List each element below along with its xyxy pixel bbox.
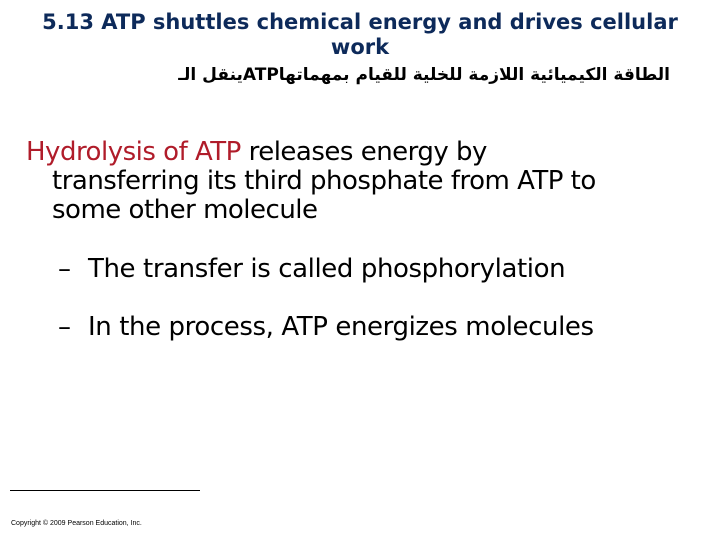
sub-bullet-text: In the process, ATP energizes molecules bbox=[88, 312, 594, 342]
sub-bullet bbox=[58, 312, 708, 342]
slide-title-line-1: 5.13 ATP shuttles chemical energy and drives cellular bbox=[42, 10, 678, 34]
main-bullet-text-line-1: releases energy by bbox=[240, 137, 487, 167]
main-bullet-text-line-3: some other molecule bbox=[52, 195, 318, 225]
slide-title bbox=[0, 10, 720, 60]
copyright-notice: Copyright © 2009 Pearson Education, Inc. bbox=[11, 520, 142, 527]
sub-bullet-dash: – bbox=[58, 254, 71, 284]
main-bullet bbox=[26, 138, 706, 225]
main-bullet-text-line-2: transferring its third phosphate from ATP to bbox=[52, 166, 596, 196]
main-bullet-highlight: Hydrolysis of ATP bbox=[26, 137, 241, 167]
slide-title-line-2: work bbox=[330, 35, 390, 59]
sub-bullet-dash: – bbox=[58, 312, 71, 342]
footer-divider bbox=[10, 490, 200, 491]
arabic-subtitle: الطاقة الكيميائية اللازمة للخلية للقيام بمهماتهاATPينقل الـ bbox=[178, 65, 670, 85]
sub-bullet bbox=[58, 254, 708, 284]
sub-bullet-text: The transfer is called phosphorylation bbox=[88, 254, 566, 284]
